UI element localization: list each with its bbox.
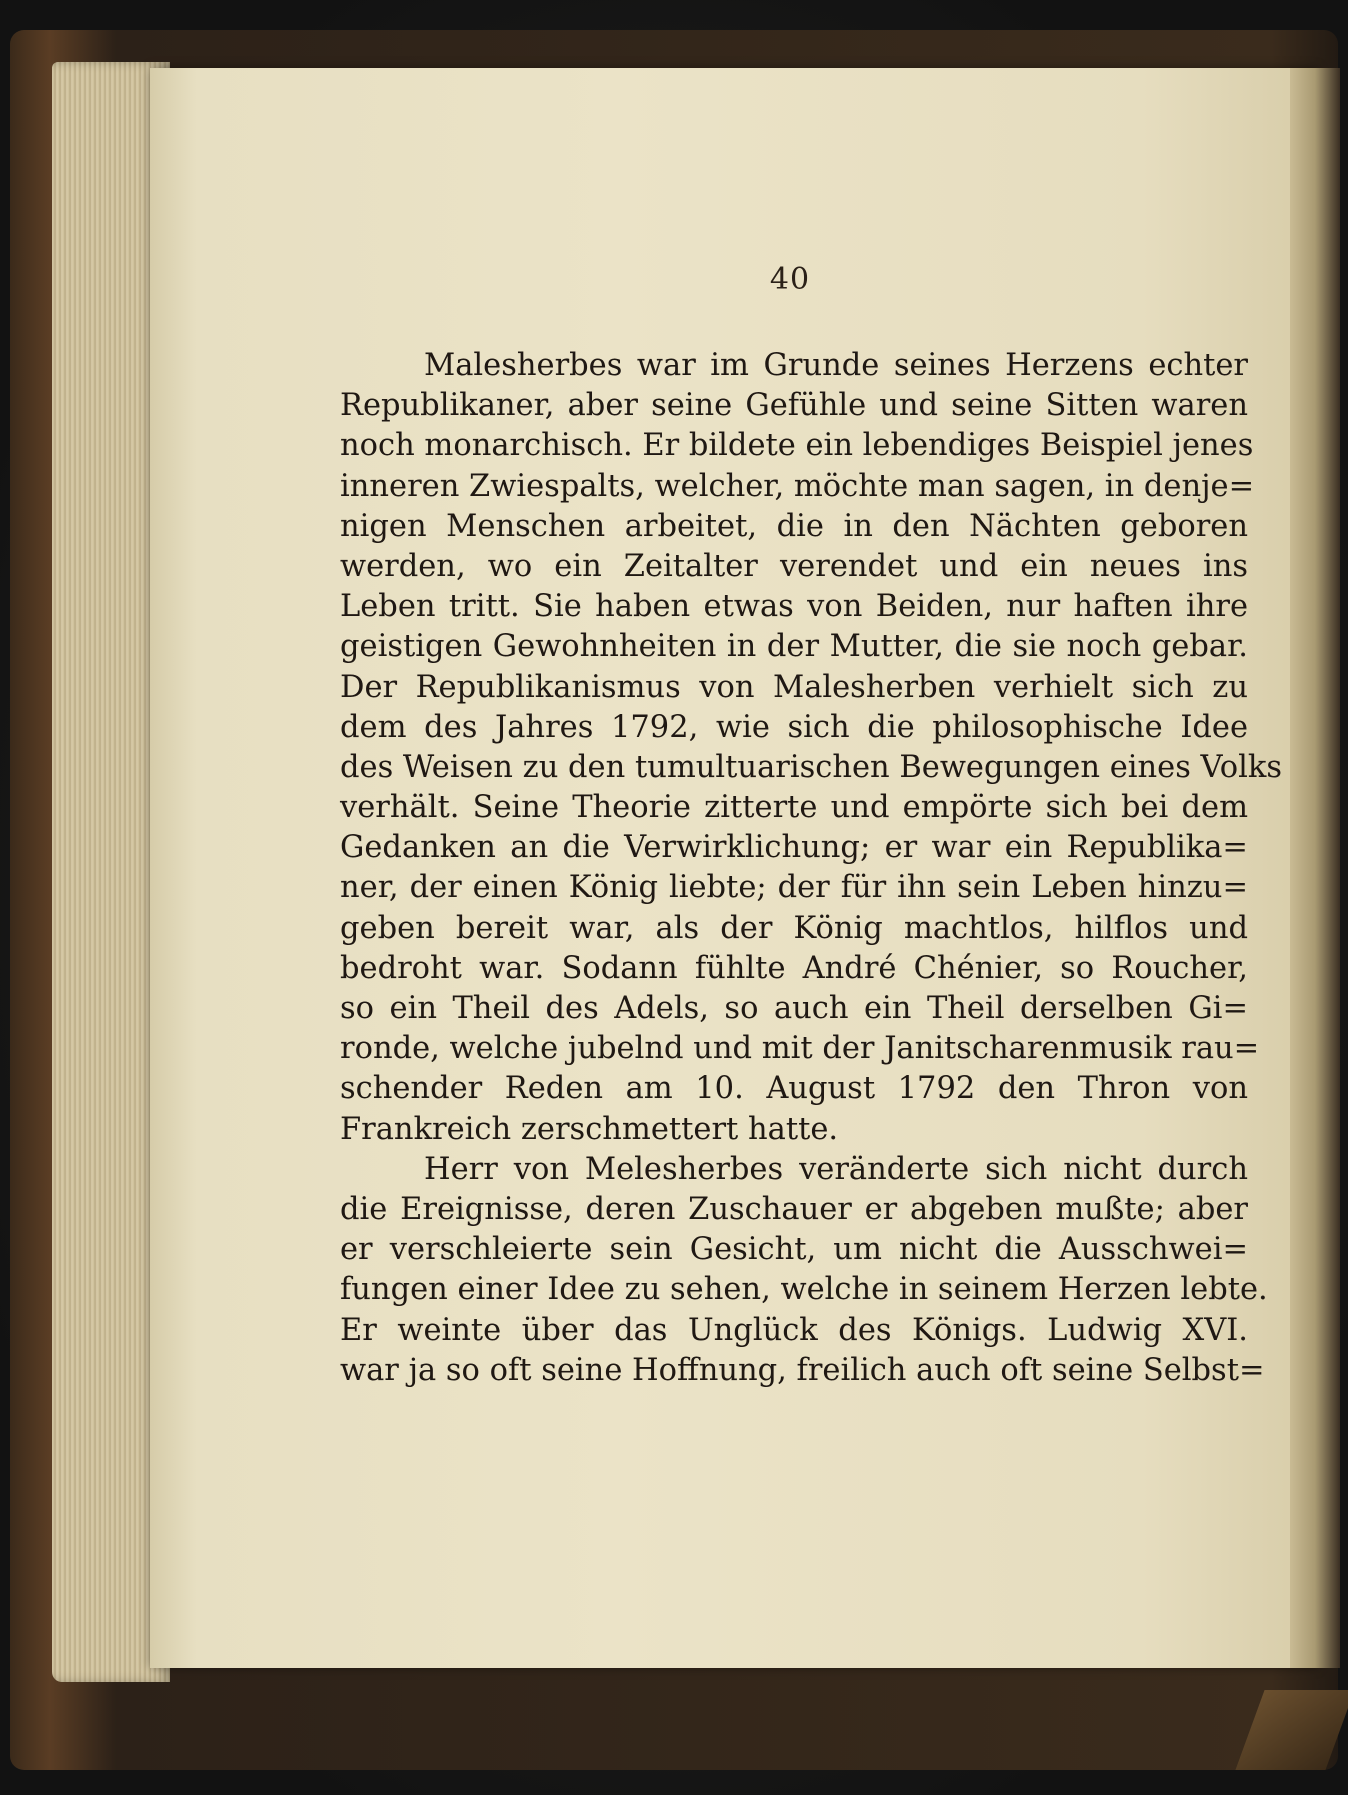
text-line: Herr von Melesherbes veränderte sich nicht durch <box>424 1151 1248 1187</box>
text-line: Gedanken an die Verwirklichung; er war ein Republika= <box>340 830 1248 866</box>
text-line: verhält. Seine Theorie zitterte und empörte sich bei dem <box>340 790 1248 826</box>
text-line: inneren Zwiespalts, welcher, möchte man sagen, in denje= <box>340 468 1255 504</box>
text-line: bedroht war. Sodann fühlte André Chénier, so Roucher, <box>340 950 1248 986</box>
text-line: nigen Menschen arbeitet, die in den Nächten geboren <box>340 508 1248 544</box>
text-line: er verschleierte sein Gesicht, um nicht die Ausschwei= <box>340 1232 1248 1268</box>
text-line: Republikaner, aber seine Gefühle und seine Sitten waren <box>340 388 1248 424</box>
text-line: des Weisen zu den tumultuarischen Bewegungen eines Volks <box>340 749 1283 785</box>
text-line: geben bereit war, als der König machtlos, hilflos und <box>340 910 1248 946</box>
text-line: werden, wo ein Zeitalter verendet und ein neues ins <box>340 548 1248 584</box>
text-line: fungen einer Idee zu sehen, welche in seinem Herzen lebte. <box>340 1272 1268 1308</box>
text-line: dem des Jahres 1792, wie sich die philosophische Idee <box>340 709 1248 745</box>
text-line: Er weinte über das Unglück des Königs. Ludwig XVI. <box>340 1312 1248 1348</box>
text-line: ronde, welche jubelnd und mit der Janitscharenmusik rau= <box>340 1031 1260 1067</box>
page-number: 40 <box>769 262 811 297</box>
text-line: die Ereignisse, deren Zuschauer er abgeben mußte; aber <box>340 1191 1248 1227</box>
text-line: Frankreich zerschmettert hatte. <box>340 1111 839 1147</box>
text-line: schender Reden am 10. August 1792 den Thron von <box>340 1071 1248 1107</box>
text-line: war ja so oft seine Hoffnung, freilich auch oft seine Selbst= <box>340 1352 1265 1388</box>
text-line: Leben tritt. Sie haben etwas von Beiden, nur haften ihre <box>340 589 1248 625</box>
text-line: noch monarchisch. Er bildete ein lebendiges Beispiel jenes <box>340 428 1254 464</box>
text-line: Malesherbes war im Grunde seines Herzens echter <box>424 348 1248 383</box>
text-line: so ein Theil des Adels, so auch ein Theil derselben Gi= <box>340 991 1248 1026</box>
page-text <box>340 346 1283 1391</box>
page-gutter <box>1290 68 1340 1668</box>
text-line: geistigen Gewohnheiten in der Mutter, die sie noch gebar. <box>340 629 1248 665</box>
text-line: Der Republikanismus von Malesherben verhielt sich zu <box>340 669 1248 705</box>
text-line: ner, der einen König liebte; der für ihn sein Leben hinzu= <box>340 870 1248 906</box>
